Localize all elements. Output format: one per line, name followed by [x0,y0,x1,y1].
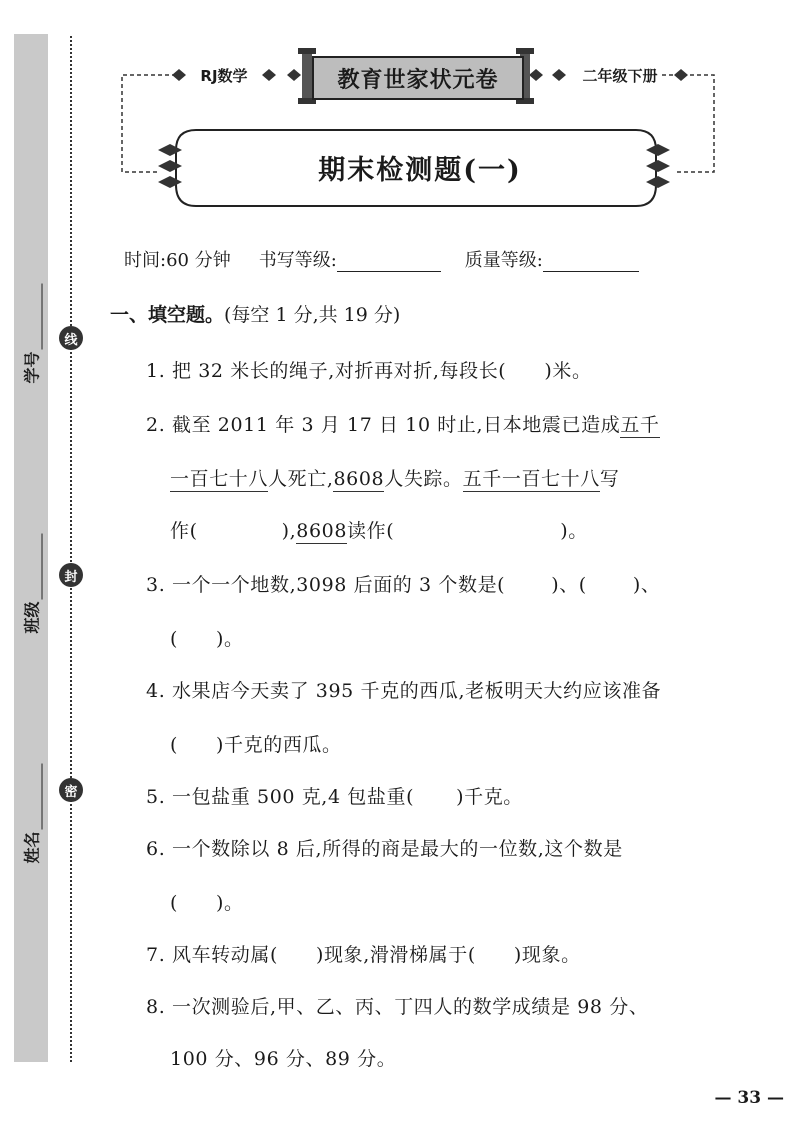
question-5 [146,782,523,809]
writing-grade-label: 书写等级: [258,250,337,271]
question-1 [146,356,592,383]
question-8-line-2 [170,1044,396,1071]
q5-text-end: )千克。 [456,786,523,808]
section-title: 一、填空题。 [110,304,225,326]
q6-text: 6. 一个数除以 8 后,所得的商是最大的一位数,这个数是 [146,838,623,860]
name-label: 姓名 [22,830,42,864]
q2-underlined-number-cont: 一百七十八 [170,468,269,490]
q8-text: 8. 一次测验后,甲、乙、丙、丁四人的数学成绩是 98 分、 [146,996,649,1018]
q7-text-mid: )现象,滑滑梯属于( [315,944,476,966]
q2-underlined-read: 8608 [296,520,348,542]
q2-text-comma: ), [281,520,297,542]
question-6-line-2 [170,888,244,915]
header-decoration [0,0,794,230]
quality-grade-blank[interactable] [543,251,639,272]
seal-seal-mark: 封 [59,563,83,587]
q4-text-end: )千克的西瓜。 [216,734,342,756]
question-4-line-1 [146,676,661,703]
q6-text-open: ( [170,892,179,914]
quality-grade-label: 质量等级: [464,250,543,271]
subject-chip: RJ数学 [200,66,248,85]
q1-text-end: )米。 [544,360,592,382]
seal-dense-mark: 密 [59,778,83,802]
q7-text-end: )现象。 [513,944,581,966]
class-blank[interactable] [28,533,43,599]
grade-chip: 二年级下册 [582,66,658,85]
question-2-line-3 [170,516,588,543]
q3-text-sep-2: )、 [632,574,661,596]
q3-text-open: ( [170,628,179,650]
q2-underlined-repeat: 五千一百七十八 [462,468,600,490]
q1-text: 1. 把 32 米长的绳子,对折再对折,每段长( [146,360,507,382]
q7-text: 7. 风车转动属( [146,944,278,966]
q3-text: 3. 一个一个地数,3098 后面的 3 个数是( [146,574,506,596]
question-3-line-1 [146,570,660,597]
q8-text-cont: 100 分、96 分、89 分。 [170,1048,397,1070]
student-id-label: 学号 [22,350,42,384]
q4-text: 4. 水果店今天卖了 395 千克的西瓜,老板明天大约应该准备 [146,680,662,702]
q3-text-end: )。 [216,628,244,650]
seal-line-mark: 线 [59,326,83,350]
q2-text-write: 写 [599,468,620,490]
q2-text-end: )。 [560,520,588,542]
question-4-line-2 [170,730,342,757]
question-3-line-2 [170,624,244,651]
name-field[interactable] [14,738,48,888]
q2-text: 2. 截至 2011 年 3 月 17 日 10 时止,日本地震已造成 [146,414,621,436]
question-6-line-1 [146,834,623,861]
question-7 [146,940,581,967]
exam-info-row [124,246,639,272]
time-label: 时间:60 分钟 [124,250,231,271]
student-id-field[interactable] [14,258,48,408]
page-title: 期末检测题(一) [318,154,522,186]
q6-text-end: )。 [216,892,244,914]
q3-text-sep: )、( [551,574,587,596]
question-2-line-1 [146,410,660,437]
name-blank[interactable] [28,763,43,829]
section-score: (每空 1 分,共 19 分) [224,304,401,326]
class-label: 班级 [22,600,42,634]
q2-text-read: 读作( [347,520,395,542]
student-id-blank[interactable] [28,283,43,349]
brand-banner: 教育世家状元卷 [312,56,524,100]
section-heading [110,300,400,327]
page-number: — 33 — [714,1088,784,1108]
q2-text-missing: 人失踪。 [384,468,463,490]
question-2-line-2 [170,464,619,491]
q4-text-open: ( [170,734,179,756]
q5-text: 5. 一包盐重 500 克,4 包盐重( [146,786,415,808]
q2-underlined-missing: 8608 [333,468,385,490]
question-8-line-1 [146,992,648,1019]
q2-text-as: 作( [170,520,198,542]
writing-grade-blank[interactable] [337,251,441,272]
q2-underlined-number: 五千 [620,414,660,436]
q2-text-deaths: 人死亡, [268,468,334,490]
class-field[interactable] [14,508,48,658]
